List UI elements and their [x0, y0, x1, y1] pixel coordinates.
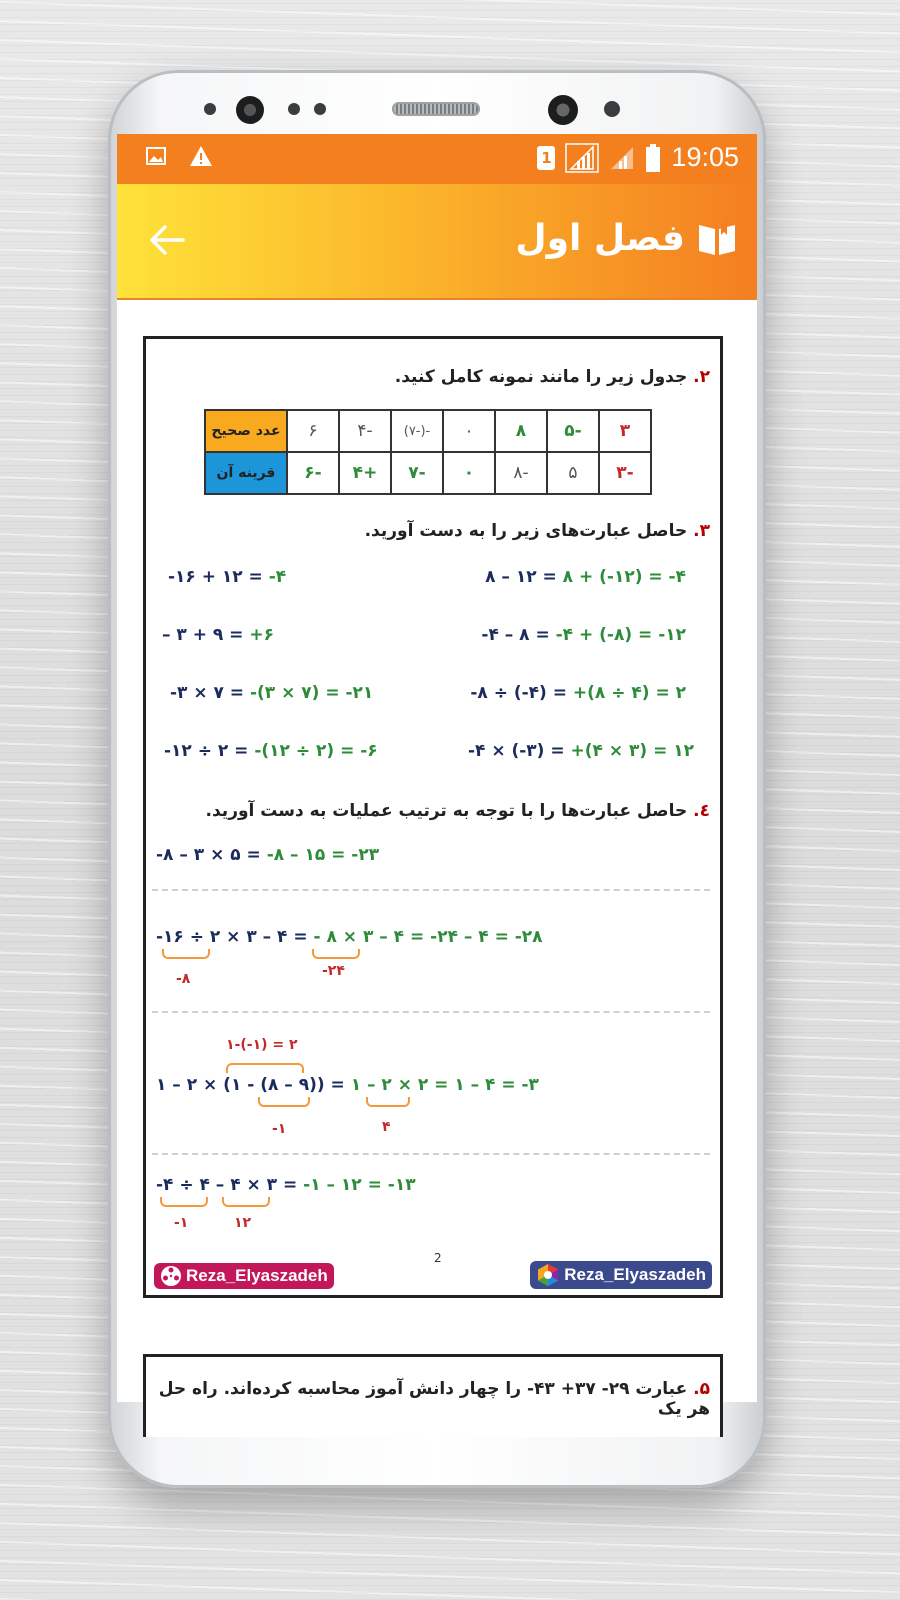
annotation-top: ۱-(-۱) = ۲ [226, 1037, 298, 1053]
overbrace [226, 1063, 304, 1073]
equation-answer: -۸ – ۱۵ = -۲۳ [266, 845, 380, 865]
equation-answer: -(۱۲ ÷ ۲) = -۶ [254, 741, 378, 761]
content-area[interactable] [117, 300, 757, 1419]
equation-given: -۴ ÷ ۴ – ۴ × ۳ = [156, 1175, 298, 1195]
question-number: ٤. [693, 801, 710, 821]
page-title: فصل اول [515, 218, 685, 259]
underbrace [366, 1097, 410, 1107]
open-book-icon [697, 221, 737, 257]
screen [117, 134, 757, 1419]
order-item-c [156, 1075, 539, 1095]
question-3 [365, 521, 710, 541]
table-cell: ۸ [495, 410, 547, 452]
order-item-a [156, 845, 379, 865]
page-number: 2 [434, 1251, 442, 1265]
front-camera [236, 96, 264, 124]
equation-given: -۱۶ ÷ ۲ × ۳ – ۴ = [156, 927, 308, 947]
table-header-integer: عدد صحیح [205, 410, 287, 452]
annotation: -۲۴ [322, 963, 345, 979]
equation-r1-left [168, 567, 286, 587]
divider [152, 889, 710, 891]
annotation: -۱ [272, 1121, 287, 1137]
underbrace [160, 1197, 208, 1207]
underbrace [222, 1197, 270, 1207]
equation-given: ۱ – ۲ × (۱ - (۸ – ۹)) = [156, 1075, 345, 1095]
sim-icon: 1 [537, 146, 555, 170]
question-number: ۲. [693, 367, 710, 387]
equation-answer: -(۳ × ۷) = -۲۱ [249, 683, 374, 703]
status-left-icons [145, 145, 213, 167]
brand-badge-right [530, 1261, 712, 1289]
equation-answer: ۱ – ۲ × ۲ = ۱ – ۴ = -۳ [350, 1075, 539, 1095]
table-cell: -۳ [599, 452, 651, 494]
annotation: -۱ [174, 1215, 189, 1231]
status-bar [117, 134, 757, 184]
equation-answer: ۸ + (-۱۲) = -۴ [562, 567, 686, 587]
question-2 [395, 367, 710, 387]
question-number: ۳. [693, 521, 710, 541]
brand-label: Reza_Elyaszadeh [564, 1265, 706, 1284]
question-text: حاصل عبارت‌ها را با توجه به ترتیب عملیات به دست آورید. [205, 801, 688, 821]
front-sensor-4 [604, 101, 620, 117]
table-cell: ۶ [287, 410, 339, 452]
app-bar [117, 184, 757, 300]
equation-given: -۴ × (-۳) = [467, 741, 565, 761]
question-text: عبارت ۲۹- ۳۷+ ۴۳- را چهار دانش آموز محاسبه کرده‌اند. راه حل هر یک [158, 1379, 710, 1419]
underbrace [312, 949, 360, 959]
question-text: جدول زیر را مانند نمونه کامل کنید. [394, 367, 688, 387]
signal-icon [609, 145, 635, 171]
equation-given: -۸ – ۳ × ۵ = [156, 845, 261, 865]
equation-answer: -۴ + (-۸) = -۱۲ [555, 625, 686, 645]
annotation: -۸ [176, 971, 191, 987]
equation-given: -۴ – ۸ = [481, 625, 550, 645]
equation-r4-right [468, 741, 694, 761]
equation-given: -۸ ÷ (-۴) = [470, 683, 567, 703]
divider [152, 1153, 710, 1155]
table-cell: -۴ [339, 410, 391, 452]
clock: 19:05 [671, 142, 739, 172]
question-number: ۵. [693, 1379, 710, 1399]
earpiece-speaker [392, 102, 480, 116]
equation-r3-left [170, 683, 373, 703]
question-5 [146, 1379, 710, 1419]
warning-icon [189, 145, 213, 167]
equation-answer: +(۸ ÷ ۴) = ۲ [572, 683, 686, 703]
table-header-opposite: قرینه آن [205, 452, 287, 494]
image-icon [145, 145, 167, 167]
brand-badge-left [154, 1263, 334, 1289]
equation-answer: +۶ [249, 625, 274, 645]
brand-label: Reza_Elyaszadeh [186, 1266, 328, 1285]
divider [152, 1011, 710, 1013]
equation-given: -۱۲ ÷ ۲ = [164, 741, 249, 761]
worksheet-page-next [143, 1354, 723, 1437]
table-cell: ۰ [443, 410, 495, 452]
integer-table [204, 409, 652, 495]
front-sensor-3 [314, 103, 326, 115]
equation-given: -۱۶ + ۱۲ = [168, 567, 263, 587]
front-sensor-2 [288, 103, 300, 115]
annotation: ۱۲ [234, 1215, 252, 1231]
hexagon-logo-icon [536, 1263, 560, 1287]
battery-icon [645, 144, 661, 172]
underbrace [162, 949, 210, 959]
worksheet-page [143, 336, 723, 1298]
page-title-wrap [515, 218, 737, 259]
equation-answer: - ۸ × ۳ – ۴ = -۲۴ – ۴ = -۲۸ [313, 927, 543, 947]
equation-given: -۳ × ۷ = [170, 683, 245, 703]
annotation: ۴ [382, 1119, 391, 1135]
film-reel-icon [160, 1265, 182, 1287]
table-cell: ۵ [547, 452, 599, 494]
order-item-d [156, 1175, 416, 1195]
table-cell: ۳ [599, 410, 651, 452]
front-sensor-1 [204, 103, 216, 115]
equation-answer: -۴ [268, 567, 287, 587]
equation-given: ۸ – ۱۲ = [485, 567, 557, 587]
arrow-left-icon[interactable] [147, 222, 187, 258]
equation-given: – ۳ + ۹ = [162, 625, 244, 645]
equation-r4-left [164, 741, 378, 761]
equation-r2-right [481, 625, 686, 645]
signal-icon [565, 143, 599, 173]
table-cell: -۸ [495, 452, 547, 494]
equation-r1-right [485, 567, 686, 587]
table-cell: +۴ [339, 452, 391, 494]
equation-answer: +(۴ × ۳) = ۱۲ [570, 741, 694, 761]
iris-camera [548, 95, 578, 125]
table-cell: -۶ [287, 452, 339, 494]
question-4 [206, 801, 710, 821]
table-cell: -۷ [391, 452, 443, 494]
equation-r2-left [162, 625, 274, 645]
equation-r3-right [470, 683, 686, 703]
question-text: حاصل عبارت‌های زیر را به دست آورید. [364, 521, 688, 541]
table-cell: -۵ [547, 410, 599, 452]
order-item-b [156, 927, 543, 947]
table-cell: ۰ [443, 452, 495, 494]
equation-answer: -۱ – ۱۲ = -۱۳ [303, 1175, 416, 1195]
table-cell: -(-۷) [391, 410, 443, 452]
underbrace [258, 1097, 310, 1107]
status-right-icons [537, 142, 739, 173]
